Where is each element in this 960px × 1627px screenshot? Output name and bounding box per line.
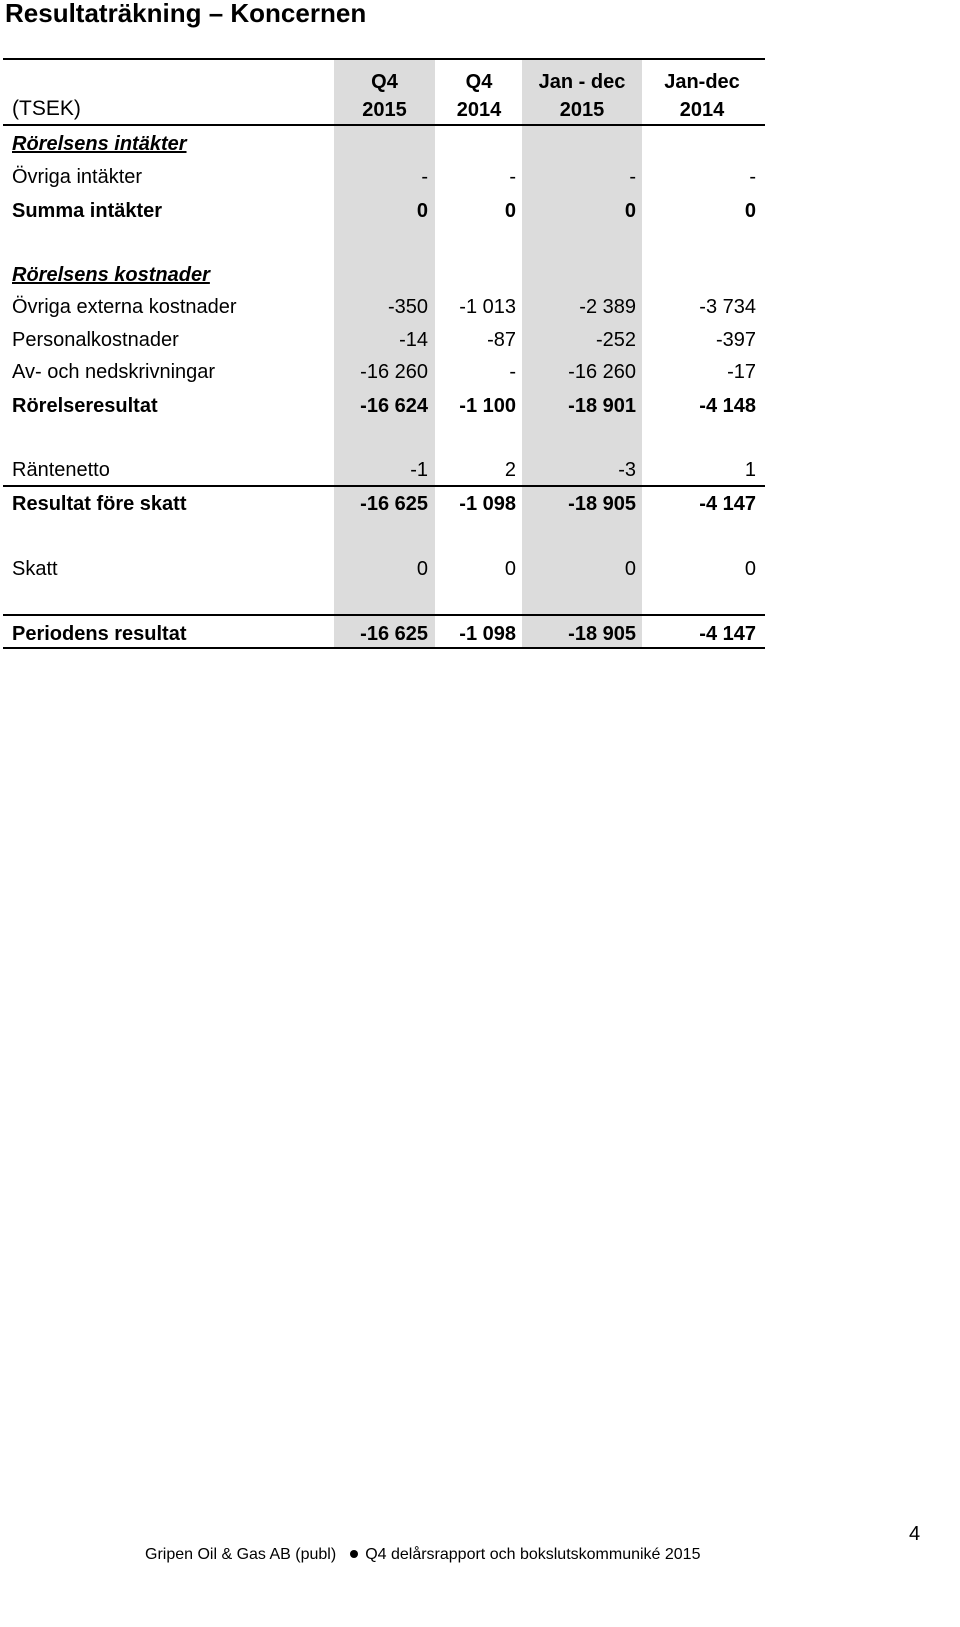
column-header-line1: Jan - dec — [538, 71, 626, 93]
column-header-line2: 2015 — [362, 99, 407, 121]
table-row-ovriga-externa-kostnader — [0, 292, 765, 322]
table-cell: 0 — [744, 200, 756, 222]
column-header-jan-dec-2014 — [642, 68, 762, 124]
table-cell: -3 734 — [699, 296, 756, 318]
table-cell: -16 260 — [568, 361, 636, 383]
row-label: Övriga intäkter — [12, 166, 143, 188]
table-row-summa-intakter — [0, 196, 765, 226]
table-row-ovriga-intakter — [0, 162, 765, 192]
rule-above-periodens-resultat — [3, 614, 765, 616]
column-header-line2: 2014 — [679, 99, 725, 121]
table-cell: 0 — [504, 558, 516, 580]
table-cell: - — [421, 166, 428, 188]
column-header-q4-2014 — [436, 68, 522, 124]
page-footer — [145, 1545, 700, 1565]
table-row-skatt — [0, 554, 765, 584]
table-cell: -252 — [595, 329, 636, 351]
table-cell: - — [749, 166, 756, 188]
footer-company: Gripen Oil & Gas AB (publ) — [145, 1546, 337, 1563]
column-header-line1: Jan-dec — [664, 71, 740, 93]
table-cell: -16 625 — [360, 623, 428, 645]
table-cell: -1 — [410, 459, 428, 481]
table-cell: -18 905 — [568, 623, 636, 645]
table-cell: -4 148 — [699, 395, 756, 417]
table-cell: -16 624 — [360, 395, 428, 417]
table-cell: - — [509, 166, 516, 188]
table-row-resultat-fore-skatt — [0, 489, 765, 519]
row-label: Skatt — [12, 558, 58, 580]
row-label: Rörelsens kostnader — [12, 264, 210, 286]
table-cell: 2 — [504, 459, 516, 481]
table-row-periodens-resultat — [0, 619, 765, 649]
column-header-line1: Q4 — [465, 71, 493, 93]
column-header-line2: 2015 — [559, 99, 605, 121]
row-label: Rörelsens intäkter — [12, 133, 187, 155]
table-cell: -16 625 — [360, 493, 428, 515]
table-cell: -3 — [618, 459, 636, 481]
table-cell: 0 — [416, 558, 428, 580]
table-cell: -1 013 — [459, 296, 516, 318]
table-top-rule — [3, 58, 765, 60]
column-header-q4-2015 — [334, 68, 435, 124]
page-number: 4 — [909, 1523, 921, 1545]
table-row-personalkostnader — [0, 325, 765, 355]
column-header-line2: 2014 — [456, 99, 502, 121]
table-cell: 0 — [624, 200, 636, 222]
rule-above-resultat-fore-skatt — [3, 485, 765, 487]
section-heading-rorelsens-intakter — [0, 129, 765, 159]
table-cell: -16 260 — [360, 361, 428, 383]
table-row-rorelseresultat — [0, 391, 765, 421]
header-bottom-rule — [3, 124, 765, 126]
row-label: Personalkostnader — [12, 329, 179, 351]
table-cell: -87 — [487, 329, 516, 351]
footer-report: Q4 delårsrapport och bokslutskommuniké 2015 — [365, 1546, 701, 1563]
table-cell: -4 147 — [699, 493, 756, 515]
row-label: Summa intäkter — [12, 200, 163, 222]
table-cell: -350 — [387, 296, 428, 318]
table-cell: 1 — [744, 459, 756, 481]
row-label: Resultat före skatt — [12, 493, 187, 515]
row-label: Räntenetto — [12, 459, 110, 481]
table-cell: - — [509, 361, 516, 383]
column-header-jan-dec-2015 — [522, 68, 642, 124]
table-cell: -17 — [727, 361, 756, 383]
table-cell: 0 — [416, 200, 428, 222]
section-heading-rorelsens-kostnader — [0, 260, 765, 290]
table-cell: -1 100 — [459, 395, 516, 417]
table-cell: 0 — [504, 200, 516, 222]
column-header-line1: Q4 — [371, 71, 398, 93]
table-cell: -4 147 — [699, 623, 756, 645]
table-cell: -1 098 — [459, 493, 516, 515]
unit-label: (TSEK) — [12, 97, 81, 120]
table-cell: - — [629, 166, 636, 188]
row-label: Övriga externa kostnader — [12, 296, 237, 318]
row-label: Periodens resultat — [12, 623, 187, 645]
table-row-rantenetto — [0, 455, 765, 485]
table-cell: -397 — [715, 329, 756, 351]
table-cell: -18 901 — [568, 395, 636, 417]
row-label: Rörelseresultat — [12, 395, 158, 417]
table-cell: 0 — [624, 558, 636, 580]
row-label: Av- och nedskrivningar — [12, 361, 216, 383]
table-cell: -1 098 — [459, 623, 516, 645]
page-title: Resultaträkning – Koncernen — [5, 0, 367, 28]
bullet-separator-icon — [350, 1550, 358, 1558]
table-cell: 0 — [744, 558, 756, 580]
table-cell: -2 389 — [579, 296, 636, 318]
table-cell: -18 905 — [568, 493, 636, 515]
table-cell: -14 — [399, 329, 428, 351]
table-row-av-och-nedskrivningar — [0, 357, 765, 387]
